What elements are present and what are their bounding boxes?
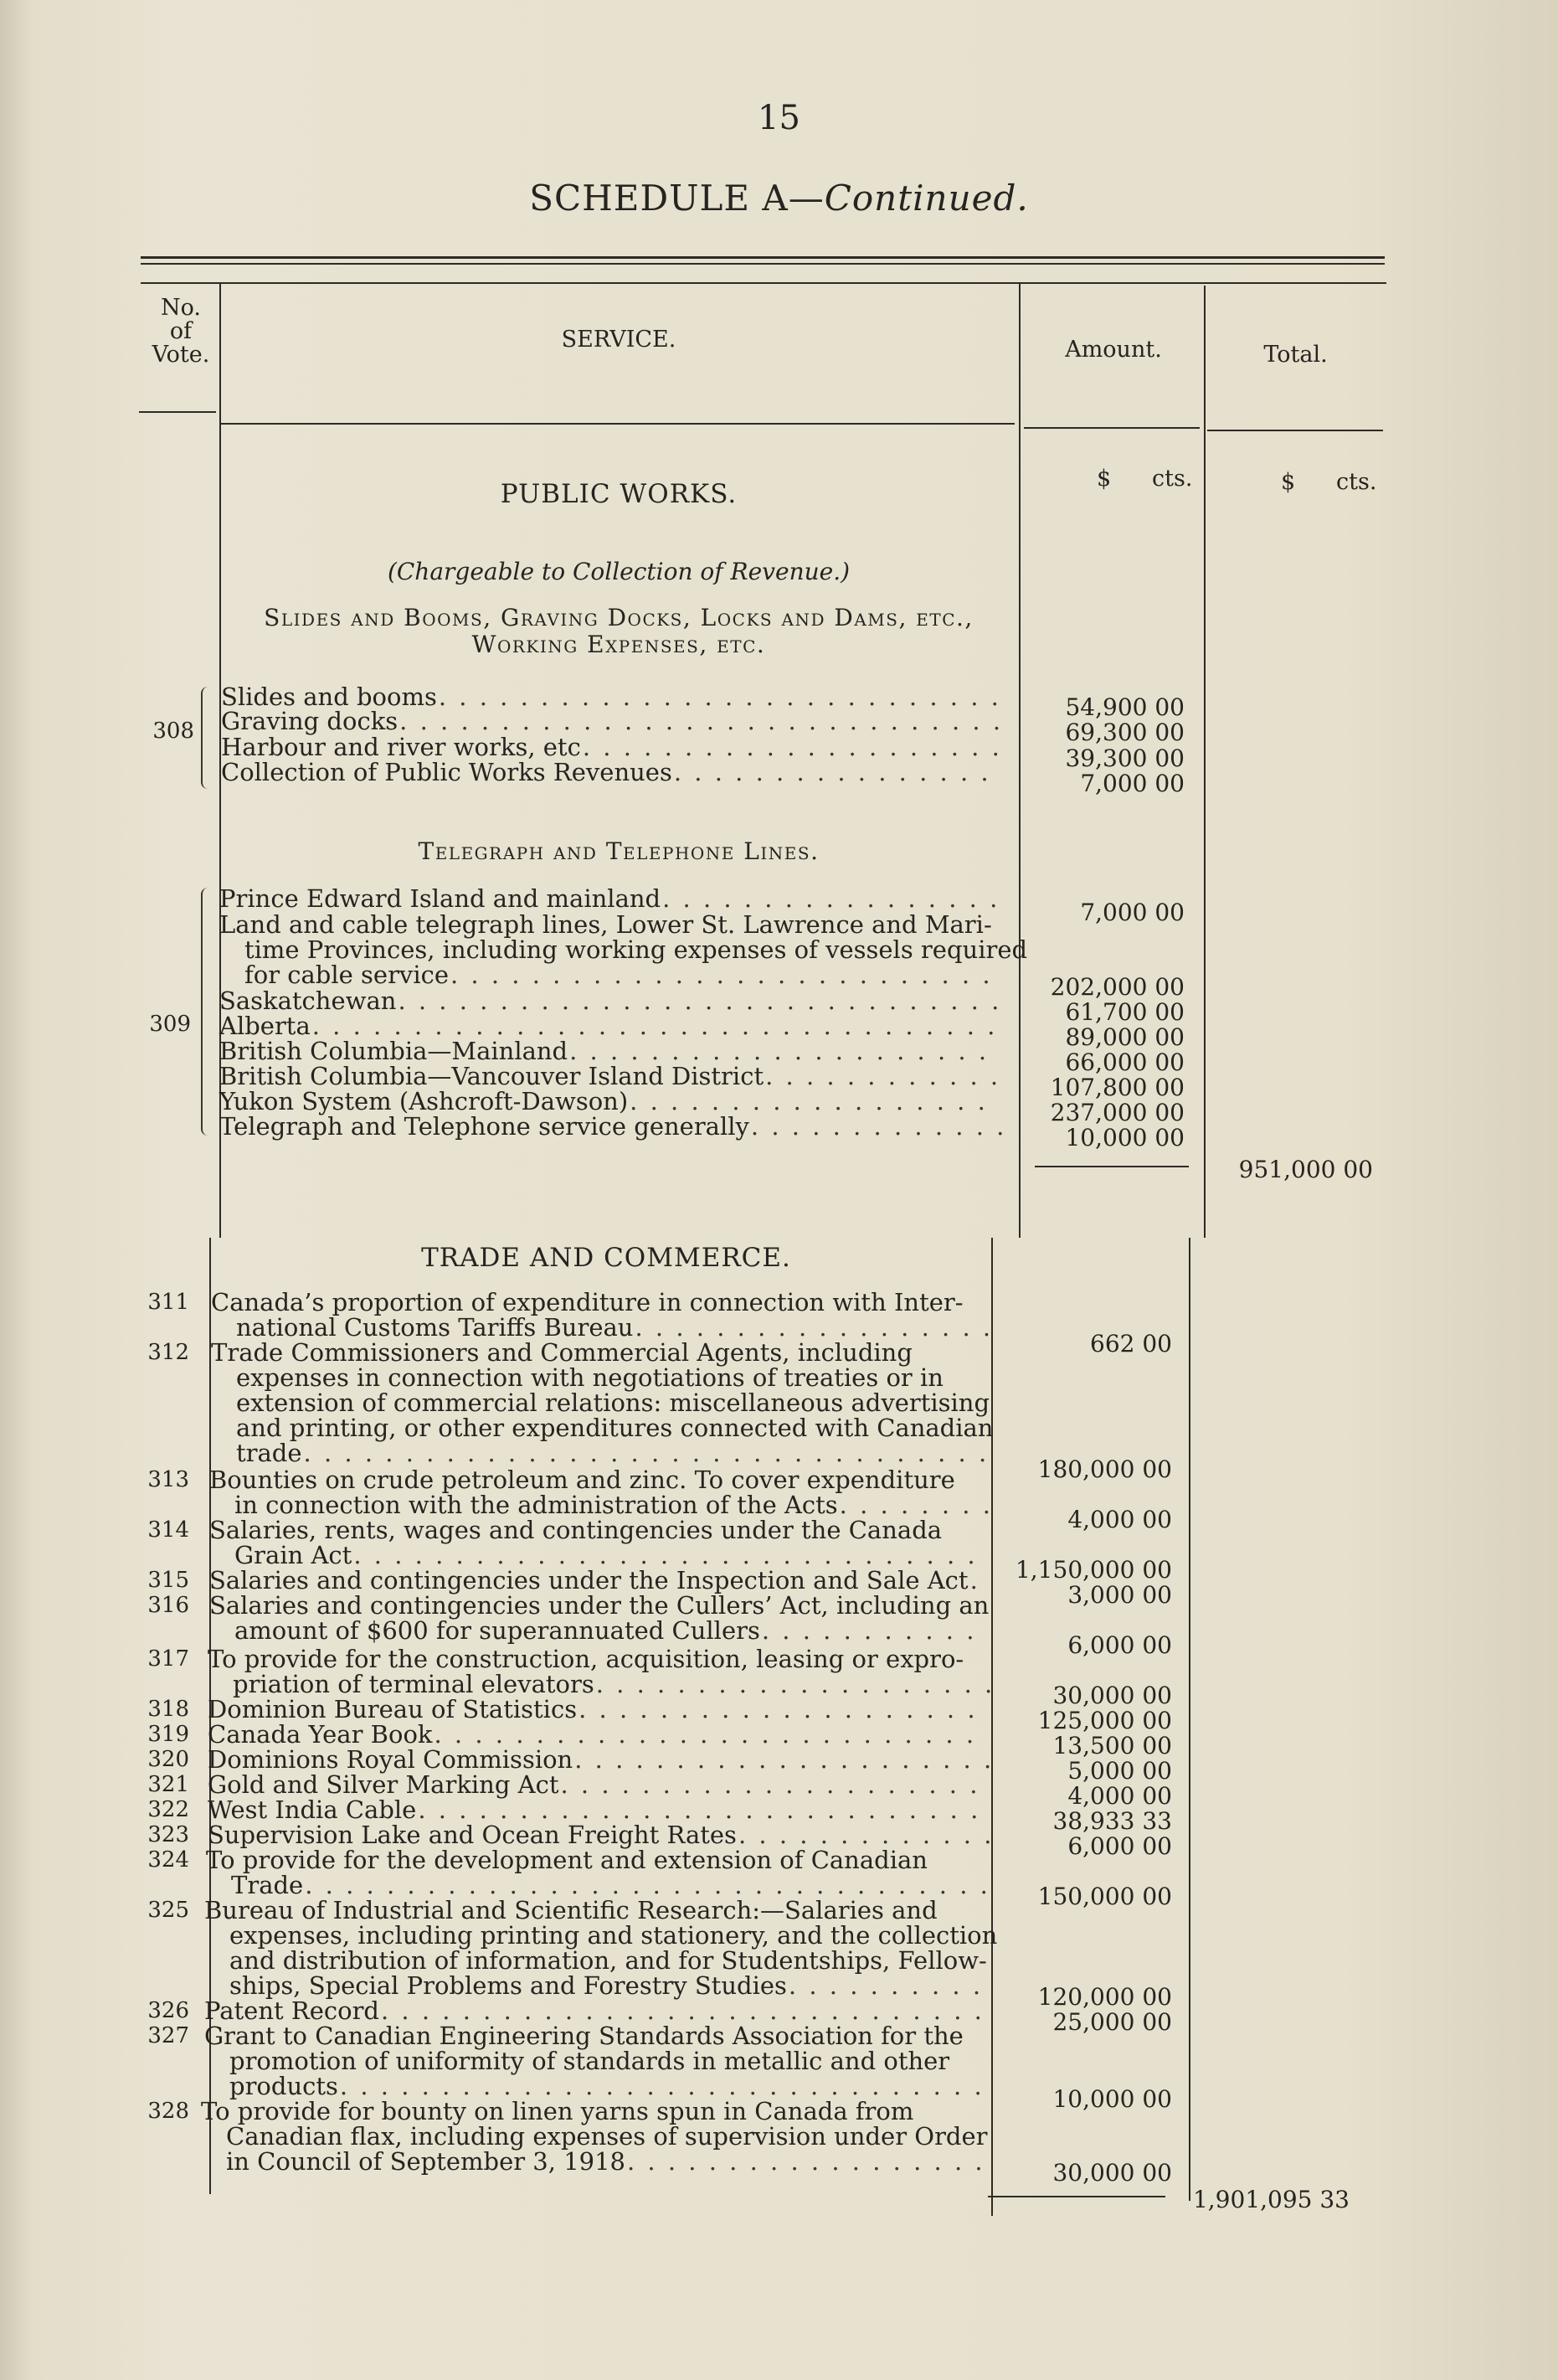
service-line: Collection of Public Works Revenues . . .	[221, 760, 1008, 786]
service-line: promotion of uniformity of standards in metallic and other	[229, 2047, 950, 2075]
top-double-rule	[141, 256, 1385, 259]
service-line: Harbour and river works, etc . . .	[221, 734, 1008, 760]
subtotal-rule	[1035, 1166, 1189, 1167]
vote-number: 322	[147, 1797, 189, 1822]
service-line: Canada Year Book . . .	[208, 1722, 996, 1748]
service-line: Grant to Canadian Engineering Standards Association for the	[204, 2022, 964, 2050]
vote-number: 323	[147, 1822, 189, 1847]
amount-value: 237,000 00	[1050, 1099, 1185, 1126]
vote-number: 315	[147, 1568, 189, 1593]
amount-value: 54,900 00	[1065, 693, 1185, 721]
trade-commerce-heading: TRADE AND COMMERCE.	[421, 1243, 791, 1273]
amount-value: 662 00	[1090, 1330, 1172, 1357]
page-title: SCHEDULE A—Continued.	[529, 178, 1029, 219]
service-line: Trade . . .	[231, 1873, 996, 1898]
amount-value: 150,000 00	[1037, 1883, 1172, 1910]
service-line: British Columbia—Vancouver Island District . . .	[219, 1064, 1008, 1090]
vote-header-rule	[139, 411, 216, 413]
amount-value: 202,000 00	[1050, 973, 1185, 1001]
service-line: Patent Record . . .	[204, 1998, 996, 2024]
amount-total-divider-lower	[1189, 1238, 1190, 2201]
vote-number: 326	[147, 1998, 189, 2023]
amount-value: 120,000 00	[1037, 1983, 1172, 2011]
amount-value: 5,000 00	[1067, 1757, 1172, 1785]
service-line: To provide for the development and extension of Canadian	[206, 1846, 928, 1874]
amount-value: 25,000 00	[1052, 2008, 1172, 2036]
amount-value: 3,000 00	[1067, 1581, 1172, 1609]
service-line: Supervision Lake and Ocean Freight Rates . . .	[208, 1822, 996, 1848]
page-number: 15	[758, 99, 800, 137]
service-line: and printing, or other expenditures connected with Canadian	[236, 1414, 994, 1442]
service-line: Salaries, rents, wages and contingencies under the Canada	[209, 1516, 943, 1544]
amount-value: 30,000 00	[1052, 1682, 1172, 1709]
service-line: Dominion Bureau of Statistics . . .	[208, 1697, 996, 1723]
service-line: Saskatchewan . . .	[219, 988, 1008, 1014]
trade-commerce-total: 1,901,095 33	[1192, 2186, 1350, 2213]
service-line: time Provinces, including working expenses of vessels required	[244, 935, 1028, 964]
amount-value: 89,000 00	[1065, 1023, 1185, 1051]
amount-value: 10,000 00	[1065, 1124, 1185, 1151]
vote-308-brace	[201, 687, 211, 789]
amount-value: 7,000 00	[1080, 770, 1185, 797]
amount-value: 180,000 00	[1037, 1455, 1172, 1483]
vote-number: 325	[147, 1898, 189, 1923]
service-line: Trade Commissioners and Commercial Agents, including	[211, 1338, 913, 1367]
header-top-rule	[141, 282, 1386, 284]
vote-number: 317	[147, 1646, 189, 1672]
service-line: West India Cable . . .	[208, 1797, 996, 1823]
service-column-header: SERVICE.	[561, 327, 676, 353]
public-works-heading: PUBLIC WORKS.	[500, 479, 738, 509]
service-line: national Customs Tariffs Bureau . . .	[236, 1315, 996, 1341]
service-line: priation of terminal elevators . . .	[233, 1672, 996, 1697]
amount-value: 107,800 00	[1050, 1074, 1185, 1101]
service-line: Canadian flax, including expenses of supervision under Order	[226, 2122, 988, 2151]
vote-column-header: No. of Vote.	[152, 295, 210, 368]
amount-column-header: Amount.	[1065, 337, 1162, 363]
service-line: Telegraph and Telephone service generally . . .	[219, 1114, 1008, 1140]
service-line: in Council of September 3, 1918 . . .	[226, 2149, 996, 2175]
amount-cents-unit: cts.	[1152, 466, 1193, 492]
service-line: trade . . .	[236, 1440, 996, 1466]
vote-number: 308	[152, 719, 194, 744]
service-header-rule	[221, 423, 1015, 425]
amount-total-divider	[1204, 286, 1206, 1238]
amount-value: 66,000 00	[1065, 1048, 1185, 1076]
amount-value: 4,000 00	[1067, 1782, 1172, 1810]
top-double-rule-inner	[141, 263, 1385, 265]
vote-number: 309	[149, 1012, 191, 1037]
service-line: Gold and Silver Marking Act . . .	[208, 1772, 996, 1798]
service-line: Grain Act . . .	[234, 1543, 996, 1569]
vote-number: 313	[147, 1467, 189, 1492]
amount-value: 30,000 00	[1052, 2159, 1172, 2187]
total-dollar-unit: $	[1281, 469, 1296, 495]
vote-number: 314	[147, 1517, 189, 1543]
amount-value: 69,300 00	[1065, 719, 1185, 746]
service-line: and distribution of information, and for Studentships, Fellow-	[229, 1946, 987, 1975]
amount-value: 61,700 00	[1065, 998, 1185, 1026]
vote-number: 327	[147, 2023, 189, 2048]
amount-value: 39,300 00	[1065, 744, 1185, 772]
service-line: British Columbia—Mainland . . .	[219, 1038, 1008, 1064]
telegraph-group-title: Telegraph and Telephone Lines.	[418, 837, 820, 865]
revenue-subheading: (Chargeable to Collection of Revenue.)	[387, 558, 851, 585]
service-line: To provide for bounty on linen yarns spun in Canada from	[201, 2097, 914, 2125]
service-line: Salaries and contingencies under the Cullers’ Act, including an	[209, 1591, 990, 1620]
service-line: Prince Edward Island and mainland . . .	[219, 886, 1008, 912]
vote-number: 311	[147, 1290, 189, 1315]
service-line: amount of $600 for superannuated Cullers . . .	[234, 1618, 996, 1644]
amount-value: 10,000 00	[1052, 2085, 1172, 2113]
service-line: in connection with the administration of the Acts . . .	[234, 1492, 996, 1518]
vote-number: 316	[147, 1593, 189, 1618]
service-line: Graving docks . . .	[221, 708, 1008, 734]
service-line: products . . .	[229, 2073, 996, 2099]
service-line: Canada’s proportion of expenditure in connection with Inter-	[211, 1288, 964, 1316]
service-line: Salaries and contingencies under the Inspection and Sale Act . . .	[209, 1568, 996, 1594]
amount-value: 6,000 00	[1067, 1832, 1172, 1860]
amount-value: 6,000 00	[1067, 1631, 1172, 1659]
slides-booms-group-title: Slides and Booms, Graving Docks, Locks and Dams, etc., Working Expenses, etc.	[264, 604, 974, 658]
total-column-header: Total.	[1263, 342, 1328, 368]
amount-value: 125,000 00	[1037, 1707, 1172, 1734]
service-line: expenses in connection with negotiations of treaties or in	[236, 1363, 944, 1392]
amount-value: 4,000 00	[1067, 1506, 1172, 1533]
service-line: Bounties on crude petroleum and zinc. To cover expenditure	[209, 1466, 955, 1494]
public-works-total: 951,000 00	[1238, 1156, 1373, 1183]
amount-dollar-unit: $	[1097, 466, 1112, 492]
service-line: To provide for the construction, acquisition, leasing or expro-	[208, 1645, 964, 1673]
amount-value: 7,000 00	[1080, 899, 1185, 926]
service-line: Bureau of Industrial and Scientific Research:—Salaries and	[204, 1896, 938, 1924]
vote-number: 324	[147, 1847, 189, 1873]
amount-value: 38,933 33	[1052, 1807, 1172, 1835]
vote-number: 328	[147, 2099, 189, 2124]
vote-number: 320	[147, 1747, 189, 1772]
vote-number: 318	[147, 1697, 189, 1722]
amount-value: 1,150,000 00	[1015, 1556, 1172, 1584]
total-header-rule	[1207, 430, 1383, 431]
service-line: extension of commercial relations: miscellaneous advertising	[236, 1388, 990, 1417]
service-line: Alberta . . .	[219, 1013, 1008, 1039]
vote-number: 321	[147, 1772, 189, 1797]
service-line: expenses, including printing and stationery, and the collection	[229, 1921, 998, 1950]
service-line: Slides and booms . . .	[221, 684, 1008, 710]
amount-header-rule	[1024, 427, 1200, 429]
service-line: for cable service . . .	[244, 962, 1008, 988]
vote-number: 312	[147, 1340, 189, 1365]
subtotal-rule	[988, 2196, 1165, 2197]
amount-value: 13,500 00	[1052, 1732, 1172, 1759]
service-line: ships, Special Problems and Forestry Studies . . .	[229, 1973, 996, 1999]
service-line: Land and cable telegraph lines, Lower St. Lawrence and Mari-	[219, 910, 992, 939]
vote-number: 319	[147, 1722, 189, 1747]
total-cents-unit: cts.	[1336, 469, 1377, 495]
service-line: Dominions Royal Commission . . .	[208, 1747, 996, 1773]
vote-309-brace	[201, 888, 211, 1136]
service-line: Yukon System (Ashcroft-Dawson) . . .	[219, 1089, 1008, 1115]
